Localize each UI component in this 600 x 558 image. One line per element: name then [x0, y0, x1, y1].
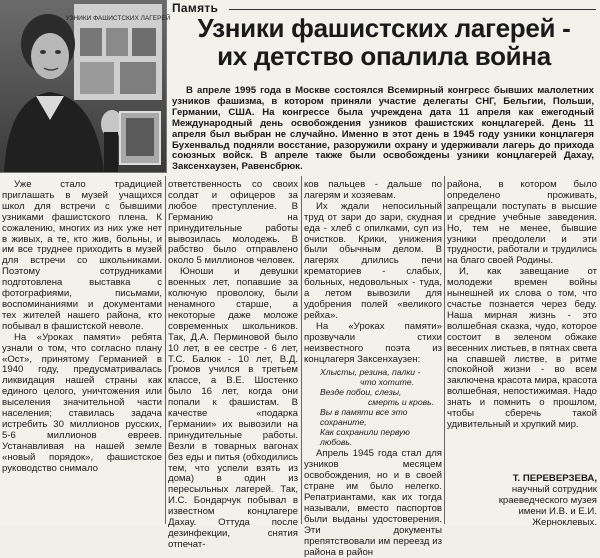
paragraph: Уже стало традицией приглашать в музей учащихся школ для встречи с бывшими узниками фашистского плена. К сожалению, многих из них уже нет в живых, а те, кто жив, больны, и им все труднее приходить в музей для встречи со школьниками. Поэтому сотрудниками подготовлена выставка с фотографиями, письмами, воспоминаниями и документами тех жителей нашего района, кто побывал в фашистской неволе. [2, 179, 162, 332]
author-name: Т. ПЕРЕВЕРЗЕВА, [512, 473, 597, 484]
column-divider [301, 176, 302, 524]
headline-line-1: Узники фашистских лагерей - [197, 13, 571, 43]
poem-line: Как сохранили первую любовь. [320, 427, 410, 448]
poem [320, 367, 442, 447]
paragraph: На «Уроках памяти» ребята узнали о том, что согласно плану «Ост», принятому Германией в 1940 году, предусматривалась ликвидация нашей страны как единого целого, уничтожения или выселения значительной части населения; ставилась задача истребить 30 миллионов русских, 5-6 миллионов евреев. Устанавливая на нашей земле «новый порядок», фашистское руководство снимало [2, 331, 162, 474]
rubric-label: Память [172, 1, 219, 15]
column-divider [444, 176, 445, 524]
poem-line: Везде побои, слезы, [320, 387, 402, 398]
column-3 [304, 179, 442, 558]
poster-title: УЗНИКИ ФАШИСТСКИХ ЛАГЕРЕЙ [65, 15, 171, 22]
paragraph: Их ждали непосильный труд от зари до зари, скудная еда - хлеб с опилками, суп из очистков. Крики, унижения были обычным делом. В лагерях длились печи крематориев - слабых, больных, недовольных - туда, а летом вывозили для удобрения полей «великого рейха». [304, 200, 442, 321]
paragraph: ков пальцев - дальше по лагерям и хозяевам. [304, 179, 442, 201]
paragraph: Апрель 1945 года стал для узников месяцем освобождения, но и в своей стране им было нелегко. Репатриантами, как их тогда называли, вместо паспортов были выданы удостоверения. Эти документы препятствовали им переезд из района в район [304, 448, 442, 558]
poem-line: Хлысты, резина, палки - [320, 367, 421, 378]
article-photo [0, 0, 171, 173]
author-signature [447, 474, 597, 529]
author-title-line: имени И.В. и Е.И. [518, 505, 597, 517]
paragraph: На «Уроках памяти» прозвучали стихи неизвестного поэта из концлагеря Заксенхаузен: [304, 320, 442, 365]
lead-paragraph: В апреле 1995 года в Москве состоялся Всемирный конгресс бывших малолетних узников фашизма, в котором приняли участие делегаты СНГ, Бельгии, Польши, Германии, США. На конгрессе была учреждена дата 11 апреля как ежегодный Международный день освобождения узников фашистских концлагерей. День 11 апреля был выбран не случайно. Именно в этот день в 1945 году узники концлагеря Бухенвальд подняли восстание, разоружили охрану и удерживали лагерь до прихода союзных войск. В апреле также были освобождены узники концлагерей Дахау, Заксенхаузен, Равенсбрюк. [172, 85, 594, 173]
poem-line: Вы в памяти все это сохраните, [320, 407, 408, 428]
poem-line: смерть и кровь. [368, 397, 434, 408]
paragraph: района, в котором было определено проживать, запрещали поступать в высшие и средние учебные заведения. Но, тем не менее, бывшие узники преодолели и эти трудности, работали и трудились на благо своей Родины. [447, 179, 597, 267]
author-title-line: краеведческого музея [498, 494, 597, 506]
author-title-line: Жерноклевых. [532, 516, 597, 528]
poem-line: что хотите. [360, 377, 414, 388]
column-1 [2, 180, 162, 526]
column-4 [447, 180, 597, 472]
headline-line-2: их детство опалила война [217, 41, 551, 71]
headline [170, 14, 598, 70]
paragraph: Юноши и девушки военных лет, попавшие за колючую проволоку, были ненамного старше, а некоторые даже моложе современных школьников. Так, Д.А. Перминовой было 10 лет, в ее сестре - 6 лет, Т.С. Балюк - 10 лет, В.Д. Громов учился в третьем классе, а В.Е. Шостенко было 16 лет, когда они попали к фашистам. В качестве «подарка Германии» их вывозили на принудительные работы. Везли в товарных вагонах без еды и питья (обходились тем, что успели взять из дома) в один из пересыльных лагерей. Так, И.С. Бондарчук побывал в известном концлагере Дахау. Оттуда после дезинфекции, снятия отпечат- [168, 266, 298, 550]
column-divider [165, 176, 166, 524]
column-2 [168, 179, 298, 550]
paragraph: ответственность со своих солдат и офицеров за любое преступление. В Германию на принудительные работы вывозилась молодежь. В рабство было отправлено около 5 миллионов человек. [168, 179, 298, 267]
author-title-line: научный сотрудник [511, 483, 597, 495]
rubric-divider [229, 9, 596, 10]
paragraph: И, как завещание от молодежи времен войны нынешней их слова о том, что счастье познается через беду. Наша мирная жизнь - это волшебная сказка, чудо, которое состоит в зеленом обжаке весенних листьев, в пятнах света на спавшей листве, в ритме спокойной жизни - во всем заключена красота мира, красота волшебная, непостижимая. Надо знать и помнить о прошлом, чтобы сберечь такой удивительный и хрупкий мир. [447, 266, 597, 430]
